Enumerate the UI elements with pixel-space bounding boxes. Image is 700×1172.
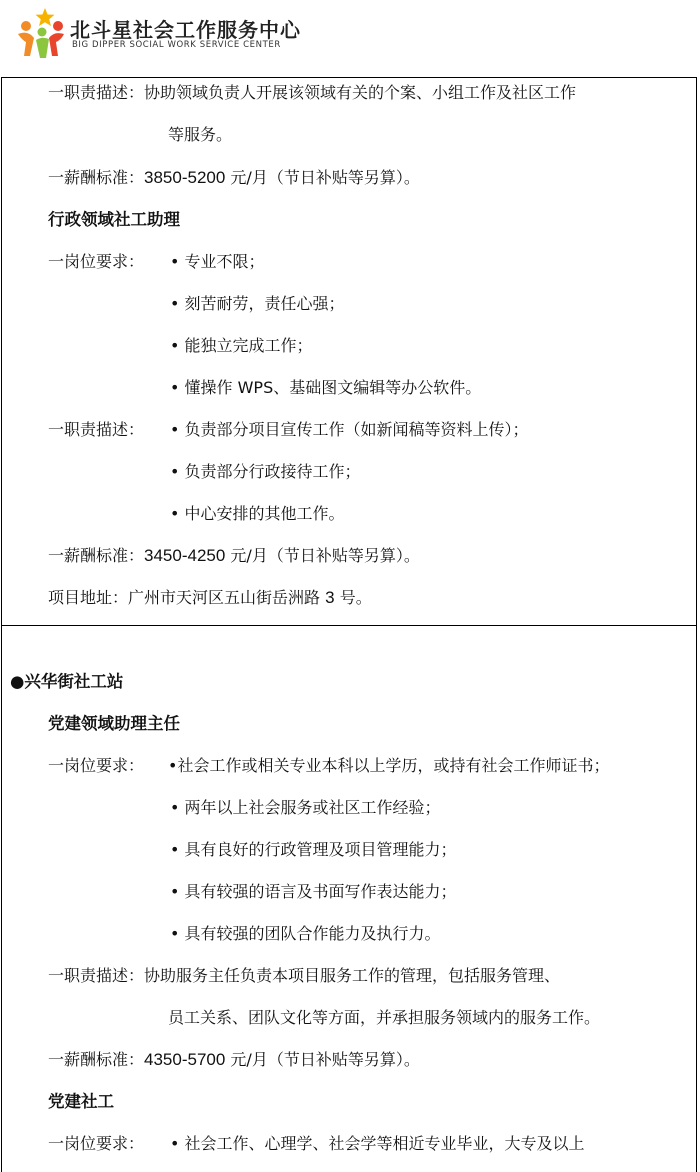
requirement-item: • 两年以上社会服务或社区工作经验； bbox=[170, 798, 441, 817]
duty-label: 一职责描述： bbox=[48, 83, 145, 102]
position-title: 行政领域社工助理 bbox=[48, 210, 180, 229]
section-box-1 bbox=[1, 77, 697, 626]
salary-label: 一薪酬标准： bbox=[48, 546, 145, 565]
requirement-item: • 具有较强的团队合作能力及执行力。 bbox=[170, 924, 441, 943]
duty-item: • 负责部分项目宣传工作（如新闻稿等资料上传）； bbox=[170, 420, 529, 439]
req-label: 一岗位要求： bbox=[48, 756, 145, 775]
position-title: 党建社工 bbox=[48, 1092, 114, 1111]
address-number: 3 bbox=[325, 588, 335, 607]
logo-star-icon bbox=[36, 8, 55, 26]
salary-value: 4350-5700 bbox=[144, 1050, 226, 1069]
req-label: 一岗位要求： bbox=[48, 1134, 145, 1153]
requirement-item: • 刻苦耐劳，责任心强； bbox=[170, 294, 345, 313]
requirement-item: • 专业不限； bbox=[170, 252, 265, 271]
address-text: 广州市天河区五山街岳洲路 bbox=[128, 588, 321, 607]
duty-row bbox=[48, 965, 560, 987]
requirement-item: • 具有良好的行政管理及项目管理能力； bbox=[170, 840, 457, 859]
station-title: ●兴华街社工站 bbox=[10, 672, 124, 691]
salary-value: 3450-4250 bbox=[144, 546, 226, 565]
req-label: 一岗位要求： bbox=[48, 252, 145, 271]
duty-item: • 负责部分行政接待工作； bbox=[170, 462, 361, 481]
duty-label: 一职责描述： bbox=[48, 420, 145, 439]
requirement-item: •社会工作或相关专业本科以上学历，或持有社会工作师证书； bbox=[168, 756, 610, 775]
salary-value: 3850-5200 bbox=[144, 168, 226, 187]
salary-row bbox=[48, 545, 420, 567]
requirement-item: • 能独立完成工作； bbox=[170, 336, 313, 355]
salary-suffix: 元/月（节日补贴等另算）。 bbox=[230, 168, 420, 187]
salary-row bbox=[48, 167, 420, 189]
duty-text-cont: 员工关系、团队文化等方面，并承担服务领域内的服务工作。 bbox=[168, 1008, 601, 1027]
salary-label: 一薪酬标准： bbox=[48, 1050, 145, 1069]
address-row bbox=[48, 587, 372, 609]
salary-suffix: 元/月（节日补贴等另算）。 bbox=[230, 546, 420, 565]
address-suffix: 号。 bbox=[339, 588, 372, 607]
requirement-item: • 具有较强的语言及书面写作表达能力； bbox=[170, 882, 457, 901]
page-header bbox=[0, 0, 700, 78]
org-name-cn: 北斗星社会工作服务中心 bbox=[70, 18, 301, 42]
address-label: 项目地址： bbox=[48, 588, 129, 607]
position-title: 党建领域助理主任 bbox=[48, 714, 180, 733]
duty-text: 协助服务主任负责本项目服务工作的管理，包括服务管理、 bbox=[144, 966, 561, 985]
duty-text: 协助领域负责人开展该领域有关的个案、小组工作及社区工作 bbox=[144, 83, 577, 102]
org-name-en: BIG DIPPER SOCIAL WORK SERVICE CENTER bbox=[72, 40, 281, 50]
requirement-item: • 社会工作、心理学、社会学等相近专业毕业，大专及以上 bbox=[170, 1134, 585, 1153]
requirement-item: • 懂操作 WPS、基础图文编辑等办公软件。 bbox=[170, 378, 482, 397]
org-logo-icon bbox=[12, 4, 70, 62]
duty-text-cont: 等服务。 bbox=[168, 125, 233, 144]
duty-label: 一职责描述： bbox=[48, 966, 145, 985]
salary-suffix: 元/月（节日补贴等另算）。 bbox=[230, 1050, 420, 1069]
salary-row bbox=[48, 1049, 420, 1071]
salary-label: 一薪酬标准： bbox=[48, 168, 145, 187]
duty-row bbox=[48, 82, 576, 104]
duty-item: • 中心安排的其他工作。 bbox=[170, 504, 345, 523]
